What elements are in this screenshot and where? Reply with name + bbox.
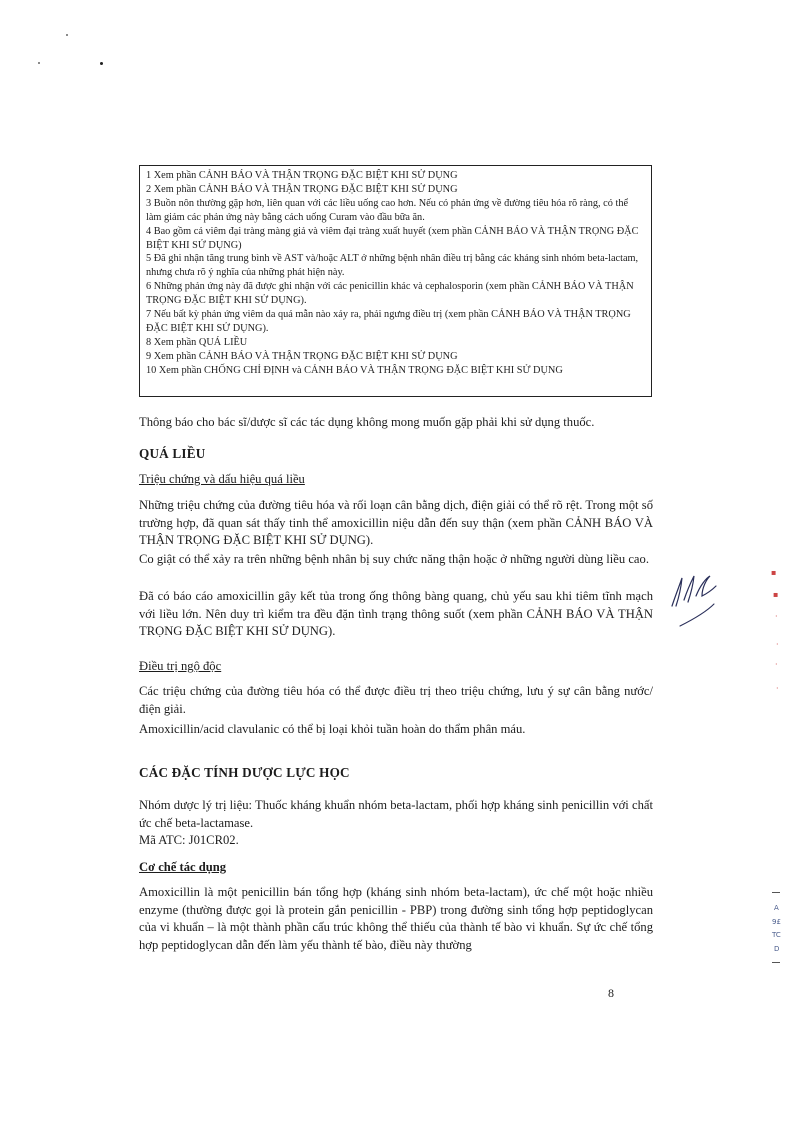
margin-stamp-fragment: ·	[776, 684, 779, 693]
paragraph-text: Amoxicillin/acid clavulanic có thể bị loại khỏi tuần hoàn do thẩm phân máu.	[139, 722, 526, 736]
overdose-treatment-paragraph-1	[139, 683, 653, 718]
paragraph-text: Amoxicillin là một penicillin bán tổng hợp (kháng sinh nhóm beta-lactam), ức chế một hoặc nhiều enzyme (thường được gọi là protein gắn penicillin - PBP) trong đường sinh tổng hợp peptidoglycan của vi khuẩn – là một thành phần cấu trúc không thể thiếu của thành tế bào vi khuẩn. Sự ức chế tổng hợp peptidoglycan dẫn đến làm yếu thành tế bào, điều này thường	[139, 885, 653, 952]
overdose-symptoms-paragraph-1	[139, 497, 653, 550]
margin-stamp-fragment: ·	[776, 640, 779, 649]
edge-line	[772, 892, 780, 893]
footnote-7: 7 Nếu bất kỳ phản ứng viêm da quá mẫn nào xảy ra, phải ngưng điều trị (xem phần CẢNH BÁO VÀ THẬN TRỌNG ĐẶC BIỆT KHI SỬ DỤNG).	[146, 309, 631, 334]
mechanism-paragraph	[139, 884, 653, 954]
margin-stamp-fragment: ▪	[773, 590, 779, 599]
overdose-heading: QUÁ LIỀU	[139, 446, 206, 461]
edge-text: A	[774, 904, 779, 912]
pharmacotherapeutic-group	[139, 797, 653, 850]
margin-stamp-fragment: ·	[775, 612, 778, 621]
scan-speck	[38, 62, 40, 64]
paragraph-text: Các triệu chứng của đường tiêu hóa có thể được điều trị theo triệu chứng, lưu ý sự cân bằng nước/điện giải.	[139, 684, 653, 716]
edge-text: D	[774, 945, 780, 953]
paragraph-text: Nhóm dược lý trị liệu: Thuốc kháng khuẩn nhóm beta-lactam, phối hợp kháng sinh penicillin với chất ức chế beta-lactamase.	[139, 798, 653, 830]
overdose-symptoms-heading: Triệu chứng và dấu hiệu quá liều	[139, 472, 305, 486]
footnote-2: 2 Xem phần CẢNH BÁO VÀ THẬN TRỌNG ĐẶC BIỆT KHI SỬ DỤNG	[146, 183, 458, 195]
footnote-6: 6 Những phản ứng này đã được ghi nhận với các penicillin khác và cephalosporin (xem phần CẢNH BÁO VÀ THẬN TRỌNG ĐẶC BIỆT KHI SỬ DỤNG).	[146, 281, 634, 307]
paragraph-text: Co giật có thể xảy ra trên những bệnh nhân bị suy chức năng thận hoặc ở những người dùng liều cao.	[139, 552, 649, 566]
notice-text: Thông báo cho bác sĩ/dược sĩ các tác dụng không mong muốn gặp phải khi sử dụng thuốc.	[139, 415, 595, 429]
footnote-3: 3 Buồn nôn thường gặp hơn, liên quan với các liều uống cao hơn. Nếu có phản ứng về đường tiêu hóa rõ ràng, có thể làm giảm các phản ứng này bằng cách uống Curam vào đầu bữa ăn.	[146, 197, 629, 223]
mechanism-heading: Cơ chế tác dụng	[139, 860, 227, 874]
margin-stamp-fragment: ·	[775, 660, 778, 669]
margin-stamp-fragment: ▪	[771, 568, 777, 577]
adverse-reactions-footnotes	[139, 165, 652, 397]
footnote-8: 8 Xem phần QUÁ LIỀU	[146, 336, 248, 348]
edge-line	[772, 962, 780, 963]
pharmacodynamics-heading: CÁC ĐẶC TÍNH DƯỢC LỰC HỌC	[139, 765, 350, 780]
overdose-symptoms-paragraph-2	[139, 551, 653, 569]
paragraph-text: Đã có báo cáo amoxicillin gây kết tủa trong ống thông bàng quang, chủ yếu sau khi tiêm tĩnh mạch với liều lớn. Nên duy trì kiểm tra đều đặn tình trạng thông suốt (xem phần CẢNH BÁO VÀ THẬN TRỌNG ĐẶC BIỆT KHI SỬ DỤNG).	[139, 589, 653, 638]
page-number: 8	[608, 986, 614, 1000]
edge-text: TC	[772, 931, 781, 939]
footnote-9: 9 Xem phần CẢNH BÁO VÀ THẬN TRỌNG ĐẶC BIỆT KHI SỬ DỤNG	[146, 350, 458, 362]
footnote-4: 4 Bao gồm cả viêm đại tràng màng giả và viêm đại tràng xuất huyết (xem phần CẢNH BÁO VÀ THẬN TRỌNG ĐẶC BIỆT KHI SỬ DỤNG)	[146, 225, 639, 251]
signature-mark	[666, 566, 732, 630]
footnote-5: 5 Đã ghi nhận tăng trung bình về AST và/hoặc ALT ở những bệnh nhân điều trị bằng các kháng sinh nhóm beta-lactam, nhưng chưa rõ ý nghĩa của những phát hiện này.	[146, 253, 639, 279]
atc-code: Mã ATC: J01CR02.	[139, 833, 239, 847]
overdose-symptoms-paragraph-3	[139, 588, 653, 641]
paragraph-text: Những triệu chứng của đường tiêu hóa và rối loạn cân bằng dịch, điện giải có thể rõ rệt. Trong một số trường hợp, đã quan sát thấy tinh thể amoxicillin niệu dẫn đến suy thận (xem phần CẢNH BÁO VÀ THẬN TRỌNG ĐẶC BIỆT KHI SỬ DỤNG).	[139, 498, 653, 547]
footnote-1: 1 Xem phần CẢNH BÁO VÀ THẬN TRỌNG ĐẶC BIỆT KHI SỬ DỤNG	[146, 170, 458, 181]
scan-speck	[100, 62, 103, 65]
overdose-treatment-paragraph-2	[139, 721, 653, 739]
scan-speck	[66, 34, 68, 36]
footnote-10: 10 Xem phần CHỐNG CHỈ ĐỊNH và CẢNH BÁO VÀ THẬN TRỌNG ĐẶC BIỆT KHI SỬ DỤNG	[146, 364, 563, 376]
adverse-effects-notice	[139, 414, 653, 432]
overdose-treatment-heading: Điều trị ngộ độc	[139, 659, 222, 673]
edge-text: 9£	[772, 918, 781, 926]
